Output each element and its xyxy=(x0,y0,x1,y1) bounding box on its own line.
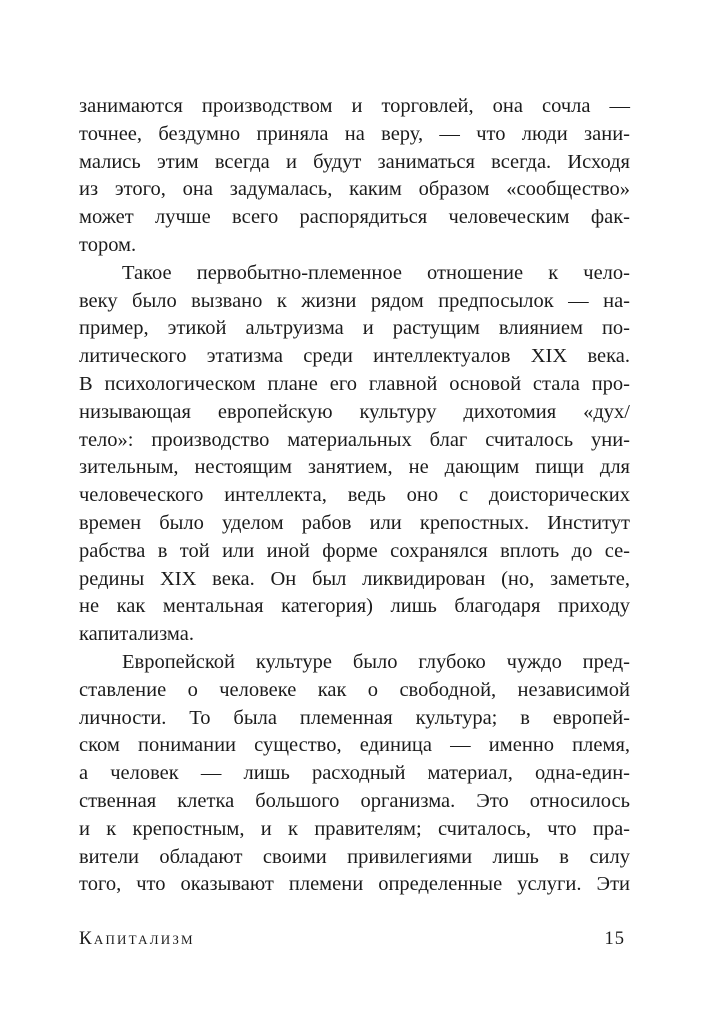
text-line: тело»: производство материальных благ считалось уни- xyxy=(79,428,630,451)
text-line: из этого, она задумалась, каким образом «сообщество» xyxy=(79,178,630,201)
text-line: низывающая европейскую культуру дихотомия «дух/ xyxy=(79,400,630,423)
text-line: может лучше всего распорядиться человеческим фак- xyxy=(79,206,630,229)
text-line: Европейской культуре было глубоко чуждо пред- xyxy=(122,650,630,673)
text-line: точнее, бездумно приняла на веру, — что люди зани- xyxy=(79,122,630,145)
text-line: того, что оказывают племени определенные услуги. Эти xyxy=(79,873,630,896)
page-text-block xyxy=(79,93,630,899)
text-line: В психологическом плане его главной основой стала про- xyxy=(79,372,630,395)
paragraph xyxy=(79,260,630,649)
page-footer xyxy=(79,928,625,950)
text-line: времен было уделом рабов или крепостных. Институт xyxy=(79,511,630,534)
text-line: а человек — лишь расходный материал, одна-един- xyxy=(79,762,630,785)
text-line: ственная клетка большого организма. Это относилось xyxy=(79,789,630,812)
text-line: рабства в той или иной форме сохранялся вплоть до се- xyxy=(79,539,630,562)
text-line: личности. То была племенная культура; в европей- xyxy=(79,706,630,729)
text-line: тором. xyxy=(79,233,137,256)
running-title: Капитализм xyxy=(79,928,195,949)
text-line: человеческого интеллекта, ведь оно с доисторических xyxy=(79,484,630,507)
paragraph xyxy=(79,649,630,899)
text-line: пример, этикой альтруизма и растущим влиянием по- xyxy=(79,317,630,340)
text-line: зительным, нестоящим занятием, не дающим пищи для xyxy=(79,456,630,479)
text-line: Такое первобытно-племенное отношение к чело- xyxy=(122,261,630,284)
paragraph xyxy=(79,93,630,260)
text-line: капитализма. xyxy=(79,623,194,646)
text-line: мались этим всегда и будут заниматься всегда. Исходя xyxy=(79,150,630,173)
text-line: не как ментальная категория) лишь благодаря приходу xyxy=(79,595,630,618)
text-line: ставление о человеке как о свободной, независимой xyxy=(79,678,630,701)
text-line: ском понимании существо, единица — именно племя, xyxy=(79,734,630,757)
text-line: веку было вызвано к жизни рядом предпосылок — на- xyxy=(79,289,630,312)
text-line: литического этатизма среди интеллектуалов XIX века. xyxy=(79,345,630,368)
text-line: вители обладают своими привилегиями лишь в силу xyxy=(79,845,630,868)
text-line: редины XIX века. Он был ликвидирован (но, заметьте, xyxy=(79,567,630,590)
text-line: и к крепостным, и к правителям; считалось, что пра- xyxy=(79,817,630,840)
page-number: 15 xyxy=(604,929,625,949)
text-line: занимаются производством и торговлей, она сочла — xyxy=(79,95,630,117)
